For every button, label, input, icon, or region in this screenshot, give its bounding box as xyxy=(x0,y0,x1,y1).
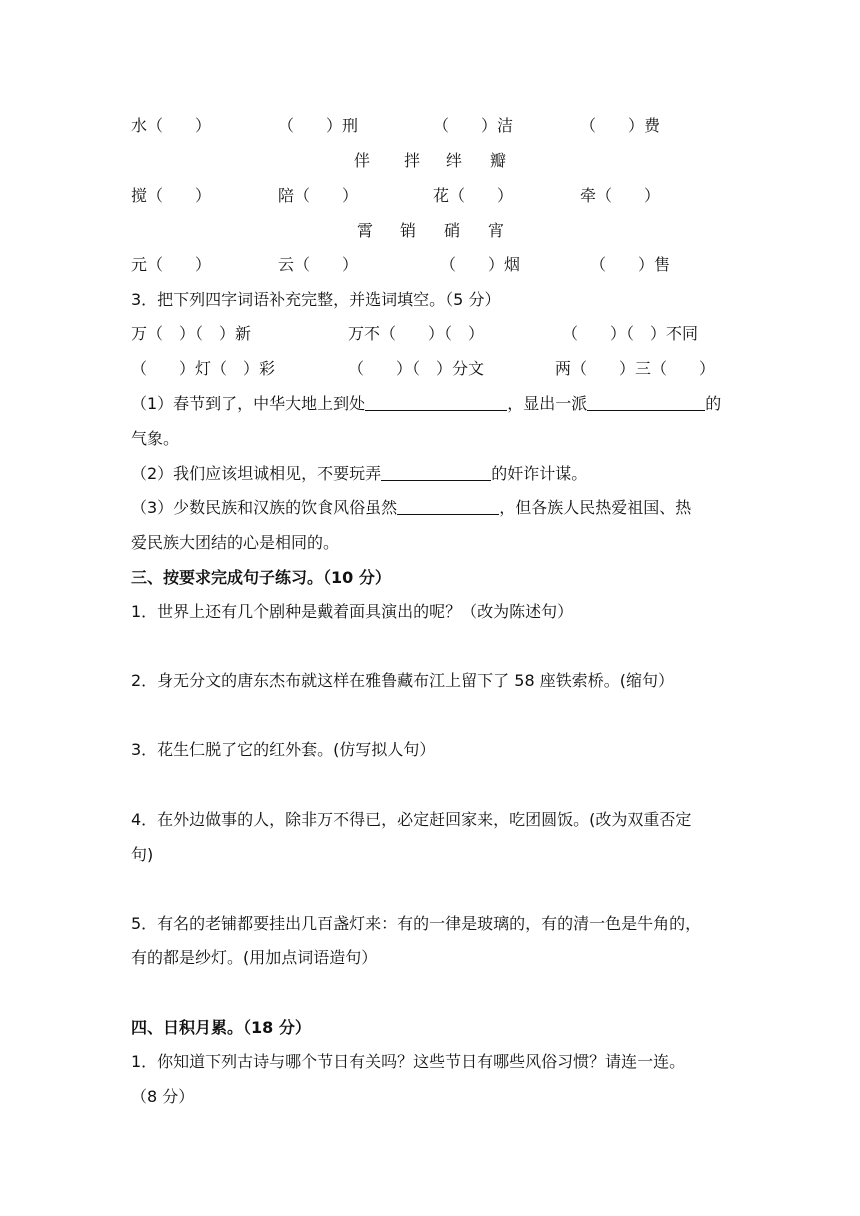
fill-sentence-2 xyxy=(131,462,587,486)
fill-sentence-2-text-a: （2）我们应该坦诚相见，不要玩弄 xyxy=(131,464,382,483)
idiom-6: 两（ ）三（ ） xyxy=(555,359,716,378)
char-options-1b: 拌 xyxy=(404,151,421,170)
fill-sentence-3-text-a: （3）少数民族和汉族的饮食风俗虽然 xyxy=(131,498,398,517)
fill-sentence-1-text-a: （1）春节到了，中华大地上到处 xyxy=(131,394,366,413)
fill-sentence-1-cont: 气象。 xyxy=(131,429,180,448)
idiom-5: （ ）（ ）分文 xyxy=(348,359,485,378)
s3-question-5-cont: 有的都是纱灯。(用加点词语造句） xyxy=(131,948,378,967)
match-row2-item4: 牵（ ） xyxy=(580,186,661,205)
match-row1-item4: （ ）费 xyxy=(580,116,661,135)
answer-blank[interactable] xyxy=(381,462,491,481)
idiom-1: 万（ ）（ ）新 xyxy=(131,324,252,343)
idiom-2: 万不（ ）（ ） xyxy=(348,324,485,343)
char-options-1c: 绊 xyxy=(446,151,463,170)
char-options-2a: 霄 xyxy=(357,221,374,240)
answer-blank[interactable] xyxy=(587,392,705,411)
match-row2-item2: 陪（ ） xyxy=(278,186,359,205)
match-row2-item3: 花（ ） xyxy=(433,186,514,205)
idiom-3: （ ）（ ）不同 xyxy=(562,324,699,343)
char-options-2d: 宵 xyxy=(488,221,505,240)
fill-sentence-3-text-b: ，但各族人民热爱祖国、热 xyxy=(499,498,692,517)
match-row1-item3: （ ）洁 xyxy=(433,116,514,135)
fill-sentence-3 xyxy=(131,496,691,520)
match-row1-item2: （ ）刑 xyxy=(278,116,359,135)
section-4-heading: 四、日积月累。（18 分） xyxy=(131,1018,311,1037)
s4-question-1: 1．你知道下列古诗与哪个节日有关吗？这些节日有哪些风俗习惯？请连一连。 xyxy=(131,1052,686,1071)
s3-question-4-cont: 句) xyxy=(131,845,154,864)
match-row3-item3: （ ）烟 xyxy=(440,255,521,274)
fill-sentence-1-text-c: 的 xyxy=(705,394,722,413)
fill-sentence-3-cont: 爱民族大团结的心是相同的。 xyxy=(131,533,340,552)
q3-title: 3．把下列四字词语补充完整，并选词填空。（5 分） xyxy=(131,290,501,309)
s3-question-1: 1．世界上还有几个剧种是戴着面具演出的呢？（改为陈述句） xyxy=(131,602,574,621)
fill-sentence-1 xyxy=(131,392,721,416)
fill-sentence-1-text-b: ，显出一派 xyxy=(507,394,588,413)
char-options-2b: 销 xyxy=(400,221,417,240)
s3-question-3: 3．花生仁脱了它的红外套。(仿写拟人句） xyxy=(131,740,436,759)
section-3-heading: 三、按要求完成句子练习。（10 分） xyxy=(131,568,391,587)
s3-question-2: 2．身无分文的唐东杰布就这样在雅鲁藏布江上留下了 58 座铁索桥。(缩句） xyxy=(131,671,674,690)
s3-question-4: 4．在外边做事的人，除非万不得已，必定赶回家来，吃团圆饭。(改为双重否定 xyxy=(131,810,692,829)
char-options-1a: 伴 xyxy=(354,151,371,170)
match-row3-item1: 元（ ） xyxy=(131,255,212,274)
answer-blank[interactable] xyxy=(365,392,507,411)
answer-blank[interactable] xyxy=(397,496,499,515)
match-row3-item4: （ ）售 xyxy=(590,255,671,274)
match-row3-item2: 云（ ） xyxy=(278,255,359,274)
s4-question-1-cont: （8 分） xyxy=(131,1087,195,1106)
char-options-2c: 硝 xyxy=(444,221,461,240)
char-options-1d: 瓣 xyxy=(490,151,507,170)
match-row1-item1: 水（ ） xyxy=(131,116,212,135)
s3-question-5: 5．有名的老铺都要挂出几百盏灯来：有的一律是玻璃的，有的清一色是牛角的， xyxy=(131,914,702,933)
idiom-4: （ ）灯（ ）彩 xyxy=(131,359,276,378)
match-row2-item1: 搅（ ） xyxy=(131,186,212,205)
fill-sentence-2-text-b: 的奸诈计谋。 xyxy=(491,464,588,483)
